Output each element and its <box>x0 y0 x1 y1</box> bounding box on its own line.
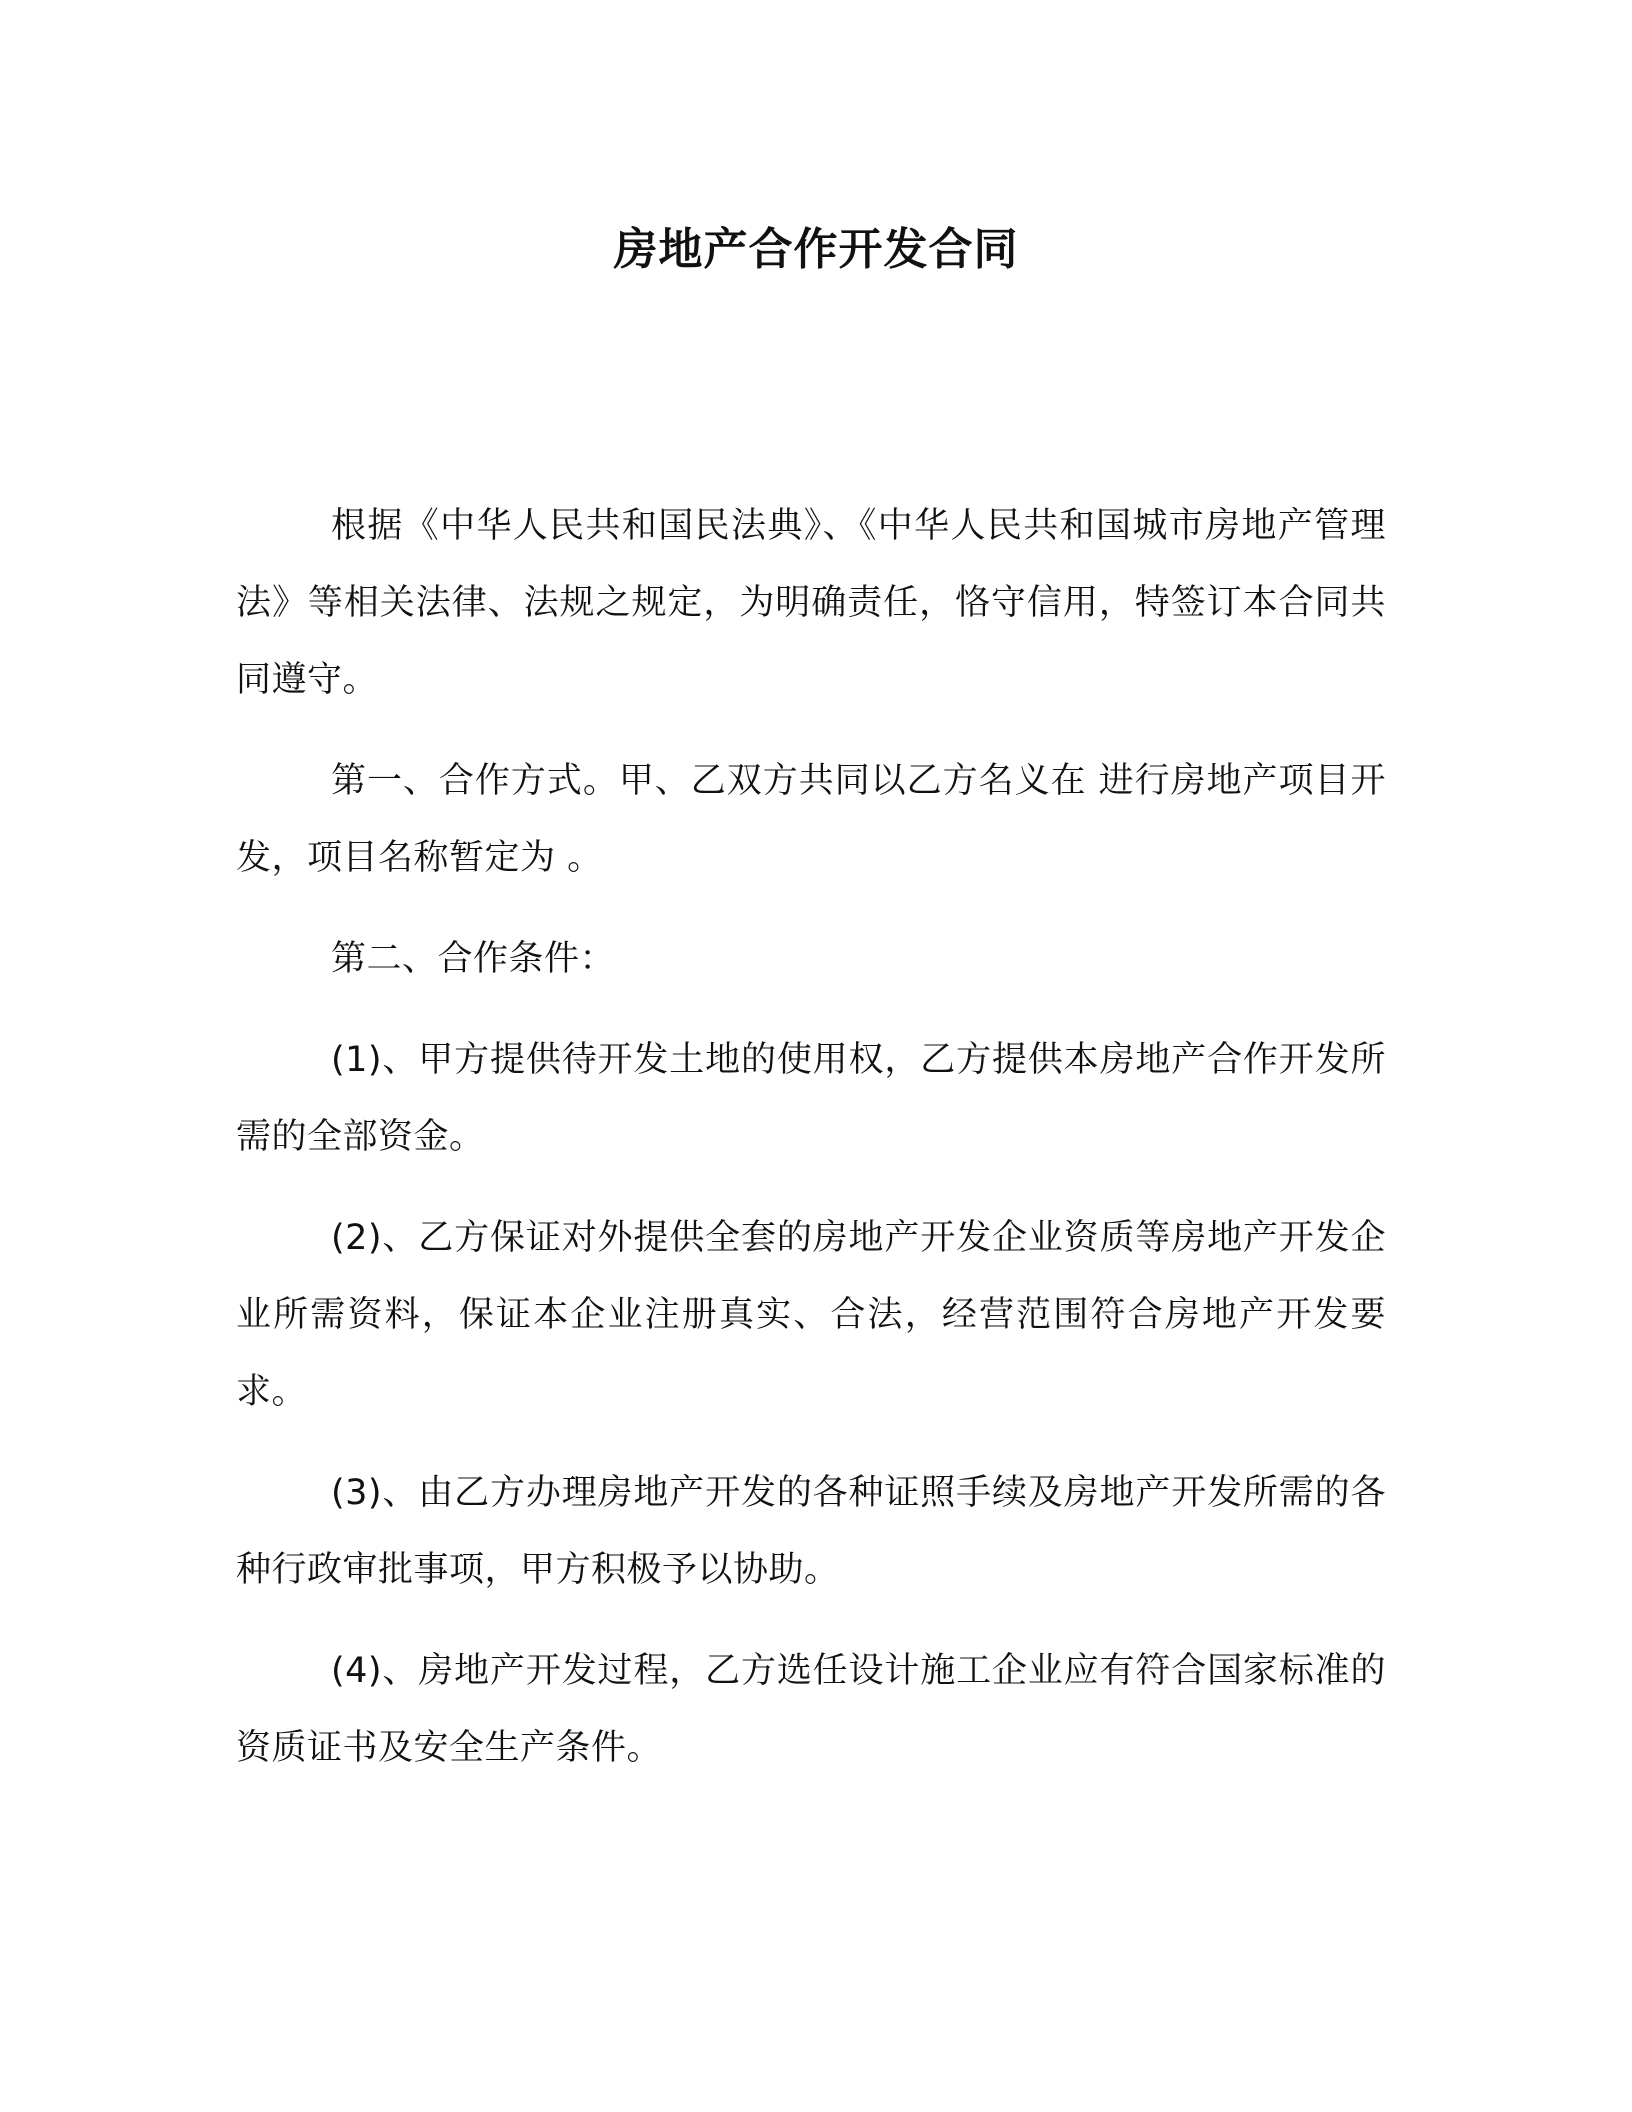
paragraph-cooperation-conditions-heading: 第二、合作条件： <box>331 939 616 979</box>
document-body <box>236 488 1386 1811</box>
paragraph-preamble: 根据《中华人民共和国民法典》、《中华人民共和国城市房地产管理法》等相关法律、法规之规定，为明确责任，恪守信用，特签订本合同共同遵守。 <box>236 506 1386 700</box>
paragraph-condition-1: (1)、甲方提供待开发土地的使用权，乙方提供本房地产合作开发所需的全部资金。 <box>236 1040 1386 1157</box>
paragraph-condition-3: (3)、由乙方办理房地产开发的各种证照手续及房地产开发所需的各种行政审批事项，甲方积极予以协助。 <box>236 1473 1386 1590</box>
paragraph-cooperation-method: 第一、合作方式。甲、乙双方共同以乙方名义在 进行房地产项目开发，项目名称暂定为 。 <box>236 761 1386 878</box>
paragraph-condition-4: (4)、房地产开发过程，乙方选任设计施工企业应有符合国家标准的资质证书及安全生产条件。 <box>236 1651 1386 1768</box>
document-title: 房地产合作开发合同 <box>613 224 1019 275</box>
paragraph-condition-2: (2)、乙方保证对外提供全套的房地产开发企业资质等房地产开发企业所需资料，保证本企业注册真实、合法，经营范围符合房地产开发要求。 <box>236 1218 1386 1412</box>
